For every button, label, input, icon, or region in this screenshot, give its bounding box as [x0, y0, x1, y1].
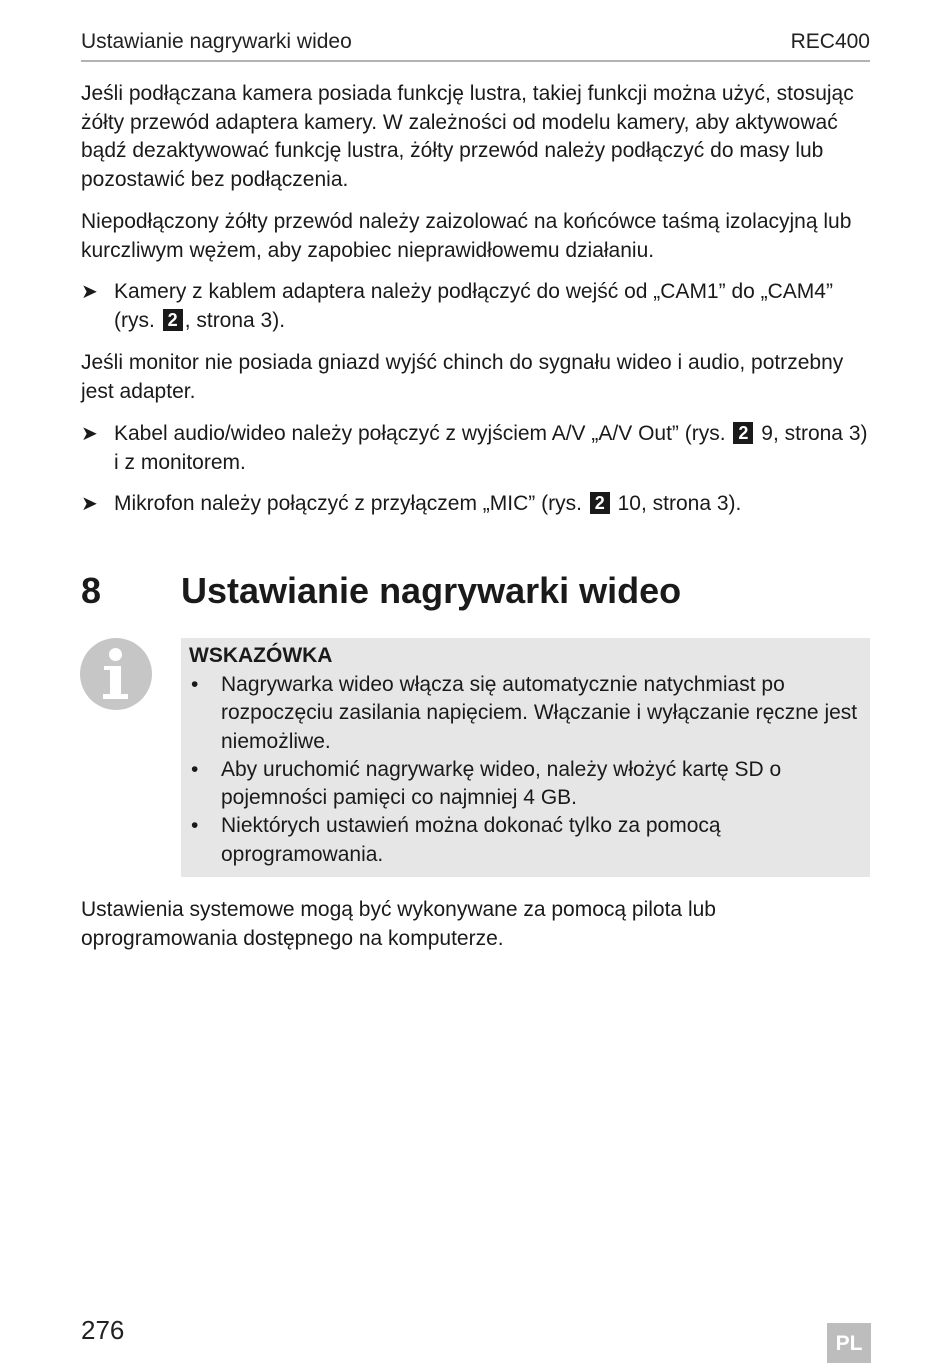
arrow-icon: ➤ — [81, 493, 98, 515]
header-model-name: REC400 — [790, 30, 870, 53]
note-item-text: Aby uruchomić nagrywarkę wideo, należy włożyć kartę SD o pojemności pamięci co najmniej 4 GB. — [221, 757, 782, 810]
arrow-icon: ➤ — [81, 281, 98, 303]
step-text-part: 10, strona 3). — [611, 492, 742, 515]
paragraph-insulation: Niepodłączony żółty przewód należy zaizolować na końcówce taśmą izolacyjną lub kurczliwym wężem, aby zapobiec nieprawidłowemu działaniu. — [81, 210, 852, 262]
step-text-part: Kamery z kablem adaptera należy podłączyć do wejść od „CAM1” do „CAM4” (rys. — [114, 280, 833, 332]
bullet-icon: • — [191, 757, 199, 781]
bullet-icon: • — [191, 673, 199, 696]
step-text — [114, 420, 870, 477]
note-list — [189, 671, 861, 869]
section-heading — [81, 570, 870, 616]
step-text-part: Mikrofon należy połączyć z przyłączem „MIC” (rys. — [114, 492, 582, 515]
section-number: 8 — [81, 570, 102, 611]
figure-reference-badge: 2 — [590, 492, 610, 514]
header-section-title: Ustawianie nagrywarki wideo — [81, 30, 352, 53]
step-text-part: Kabel audio/wideo należy połączyć z wyjściem A/V „A/V Out” (rys. — [114, 422, 726, 445]
list-item — [189, 812, 861, 869]
step-text — [114, 278, 870, 335]
paragraph-mirror-function: Jeśli podłączana kamera posiada funkcję lustra, takiej funkcji można użyć, stosując żółty przewód adaptera kamery. W zależności od modelu kamery, aby aktywować bądź dezaktywować funkcję lustra, żółty przewód należy podłączyć do masy lub pozostawić bez podłączenia. — [81, 82, 854, 191]
note-box — [181, 638, 870, 877]
list-item — [189, 671, 861, 756]
arrow-icon: ➤ — [81, 423, 98, 445]
figure-reference-badge: 2 — [733, 422, 753, 444]
list-item — [189, 756, 861, 813]
page-header — [81, 30, 870, 62]
section-title: Ustawianie nagrywarki wideo — [181, 570, 682, 611]
note-item-text: Niektórych ustawień można dokonać tylko za pomocą oprogramowania. — [221, 814, 721, 866]
paragraph-adapter: Jeśli monitor nie posiada gniazd wyjść chinch do sygnału wideo i audio, potrzebny jest adapter. — [81, 351, 844, 403]
note-title: WSKAZÓWKA — [189, 644, 333, 667]
step-text — [114, 490, 870, 519]
paragraph-system-settings: Ustawienia systemowe mogą być wykonywane za pomocą pilota lub oprogramowania dostępnego na komputerze. — [81, 898, 716, 950]
bullet-icon: • — [191, 814, 199, 838]
note-item-text: Nagrywarka wideo włącza się automatycznie natychmiast po rozpoczęciu zasilania napięciem. Włączanie i wyłączanie ręczne jest niemożliwe. — [221, 673, 858, 753]
step-text-part: 9, strona 3) i z monitorem. — [114, 422, 868, 474]
step-text-part: , strona 3). — [184, 308, 286, 332]
page-number: 276 — [81, 1315, 125, 1345]
language-badge: PL — [827, 1323, 871, 1363]
figure-reference-badge: 2 — [163, 309, 183, 331]
info-icon — [80, 638, 152, 710]
